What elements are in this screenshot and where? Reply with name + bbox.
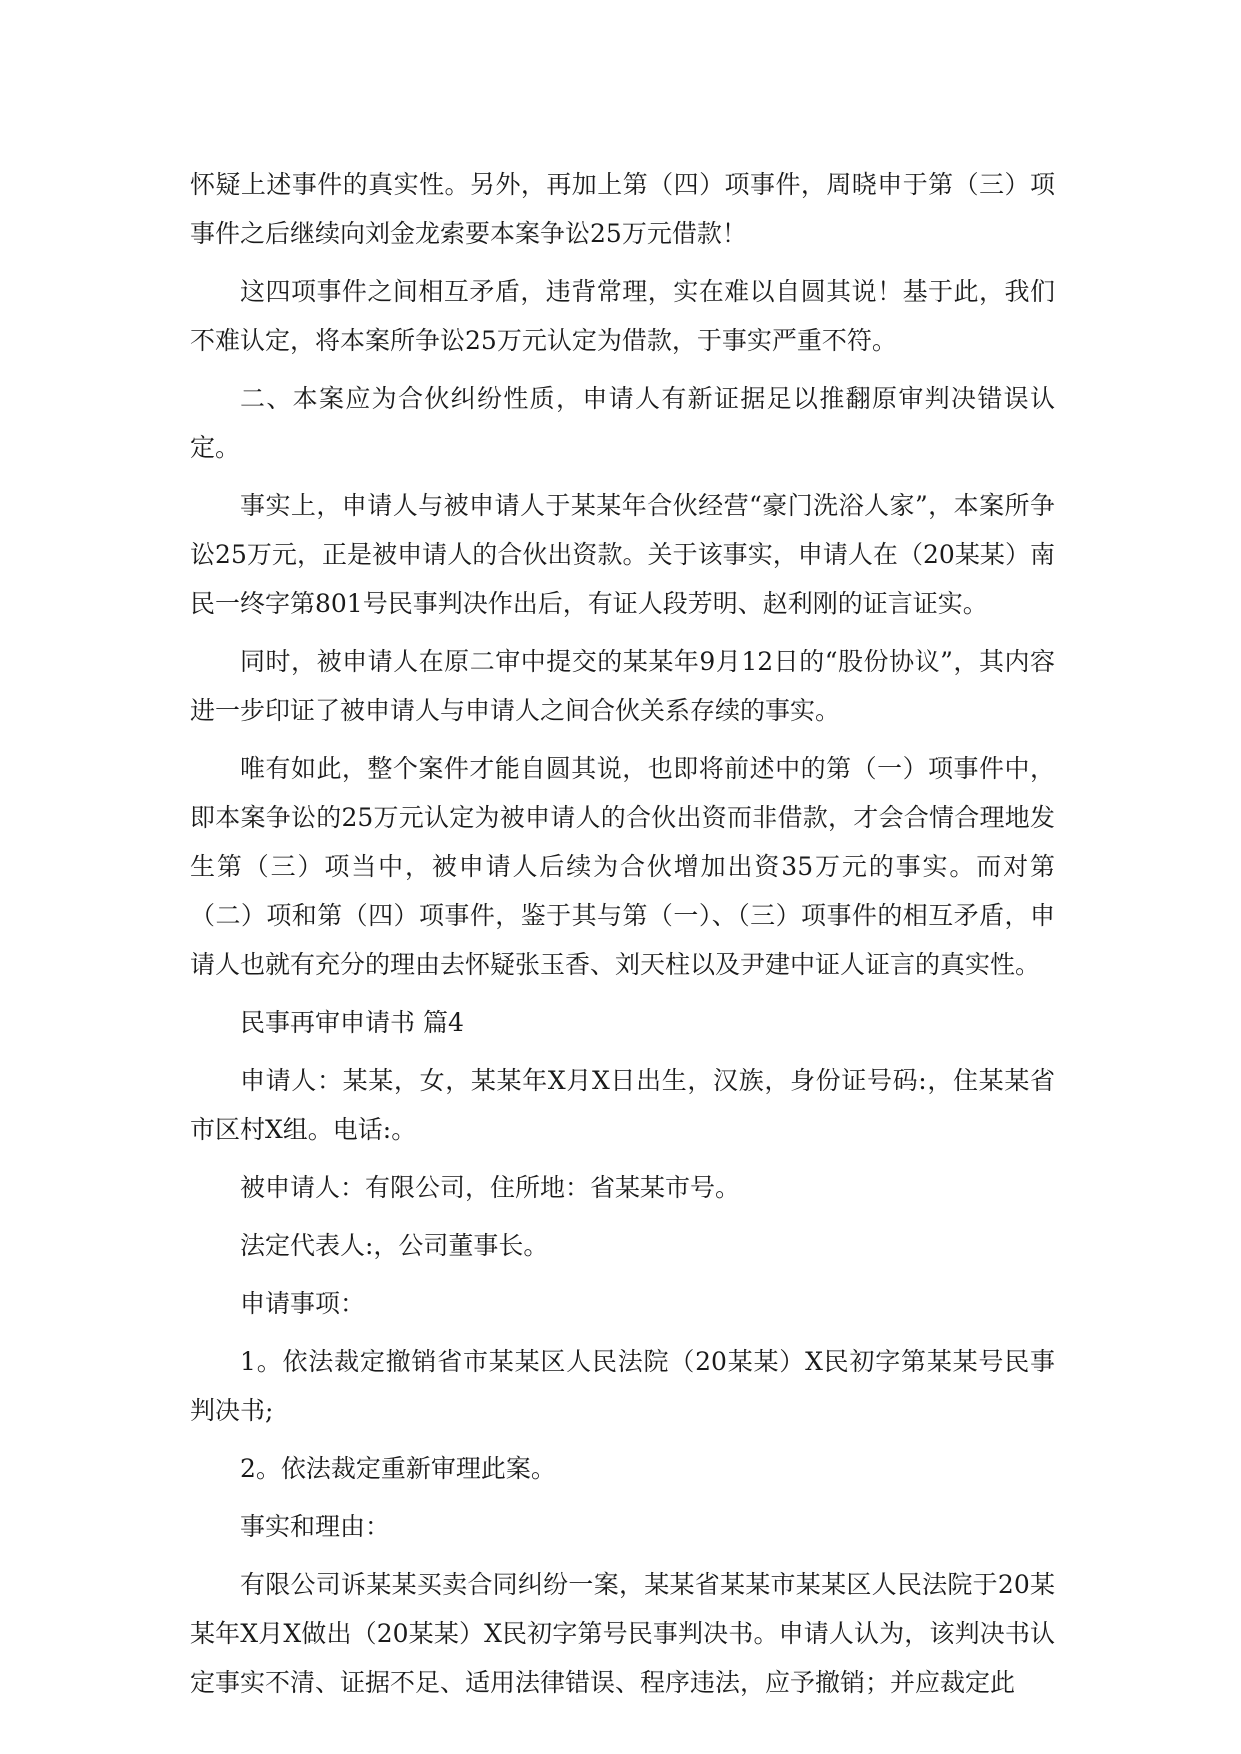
paragraph-6: 唯有如此，整个案件才能自圆其说，也即将前述中的第（一）项事件中，即本案争讼的25万元认定为被申请人的合伙出资而非借款，才会合情合理地发生第（三）项当中，被申请人后续为合伙增加出资35万元的事实。而对第（二）项和第（四）项事件，鉴于其与第（一）、（三）项事件的相互矛盾，申请人也就有充分的理由去怀疑张玉香、刘天柱以及尹建中证人证言的真实性。 [190,754,1055,979]
legal-representative: 法定代表人:，公司董事长。 [240,1231,549,1260]
paragraph-3: 二、本案应为合伙纠纷性质，申请人有新证据足以推翻原审判决错误认定。 [190,384,1055,462]
applicant-info: 申请人：某某，女，某某年X月X日出生，汉族，身份证号码:，住某某省市区村X组。电话:。 [190,1066,1055,1144]
facts-reasons-body: 有限公司诉某某买卖合同纠纷一案，某某省某某市某某区人民法院于20某某年X月X做出（20某某）X民初字第号民事判决书。申请人认为，该判决书认定事实不清、证据不足、适用法律错误、程序违法，应予撤销；并应裁定此 [190,1570,1055,1697]
application-item-1: 1。依法裁定撤销省市某某区人民法院（20某某）X民初字第某某号民事判决书; [190,1347,1055,1425]
section-heading: 民事再审申请书 篇4 [240,1008,464,1037]
paragraph-4: 事实上，申请人与被申请人于某某年合伙经营“豪门洗浴人家”，本案所争讼25万元，正是被申请人的合伙出资款。关于该事实，申请人在（20某某）南民一终字第801号民事判决作出后，有证人段芳明、赵利刚的证言证实。 [190,491,1055,618]
application-items-heading: 申请事项： [240,1289,366,1318]
paragraph-1: 怀疑上述事件的真实性。另外，再加上第（四）项事件，周晓申于第（三）项事件之后继续向刘金龙索要本案争讼25万元借款！ [190,170,1055,248]
paragraph-2: 这四项事件之间相互矛盾，违背常理，实在难以自圆其说！基于此，我们不难认定，将本案所争讼25万元认定为借款，于事实严重不符。 [190,277,1055,355]
facts-reasons-heading: 事实和理由： [240,1512,391,1541]
application-item-2: 2。依法裁定重新审理此案。 [240,1454,556,1483]
respondent-info: 被申请人：有限公司，住所地：省某某市号。 [240,1173,741,1202]
document-body [190,160,1055,1707]
paragraph-5: 同时，被申请人在原二审中提交的某某年9月12日的“股份协议”，其内容进一步印证了被申请人与申请人之间合伙关系存续的事实。 [190,647,1055,725]
